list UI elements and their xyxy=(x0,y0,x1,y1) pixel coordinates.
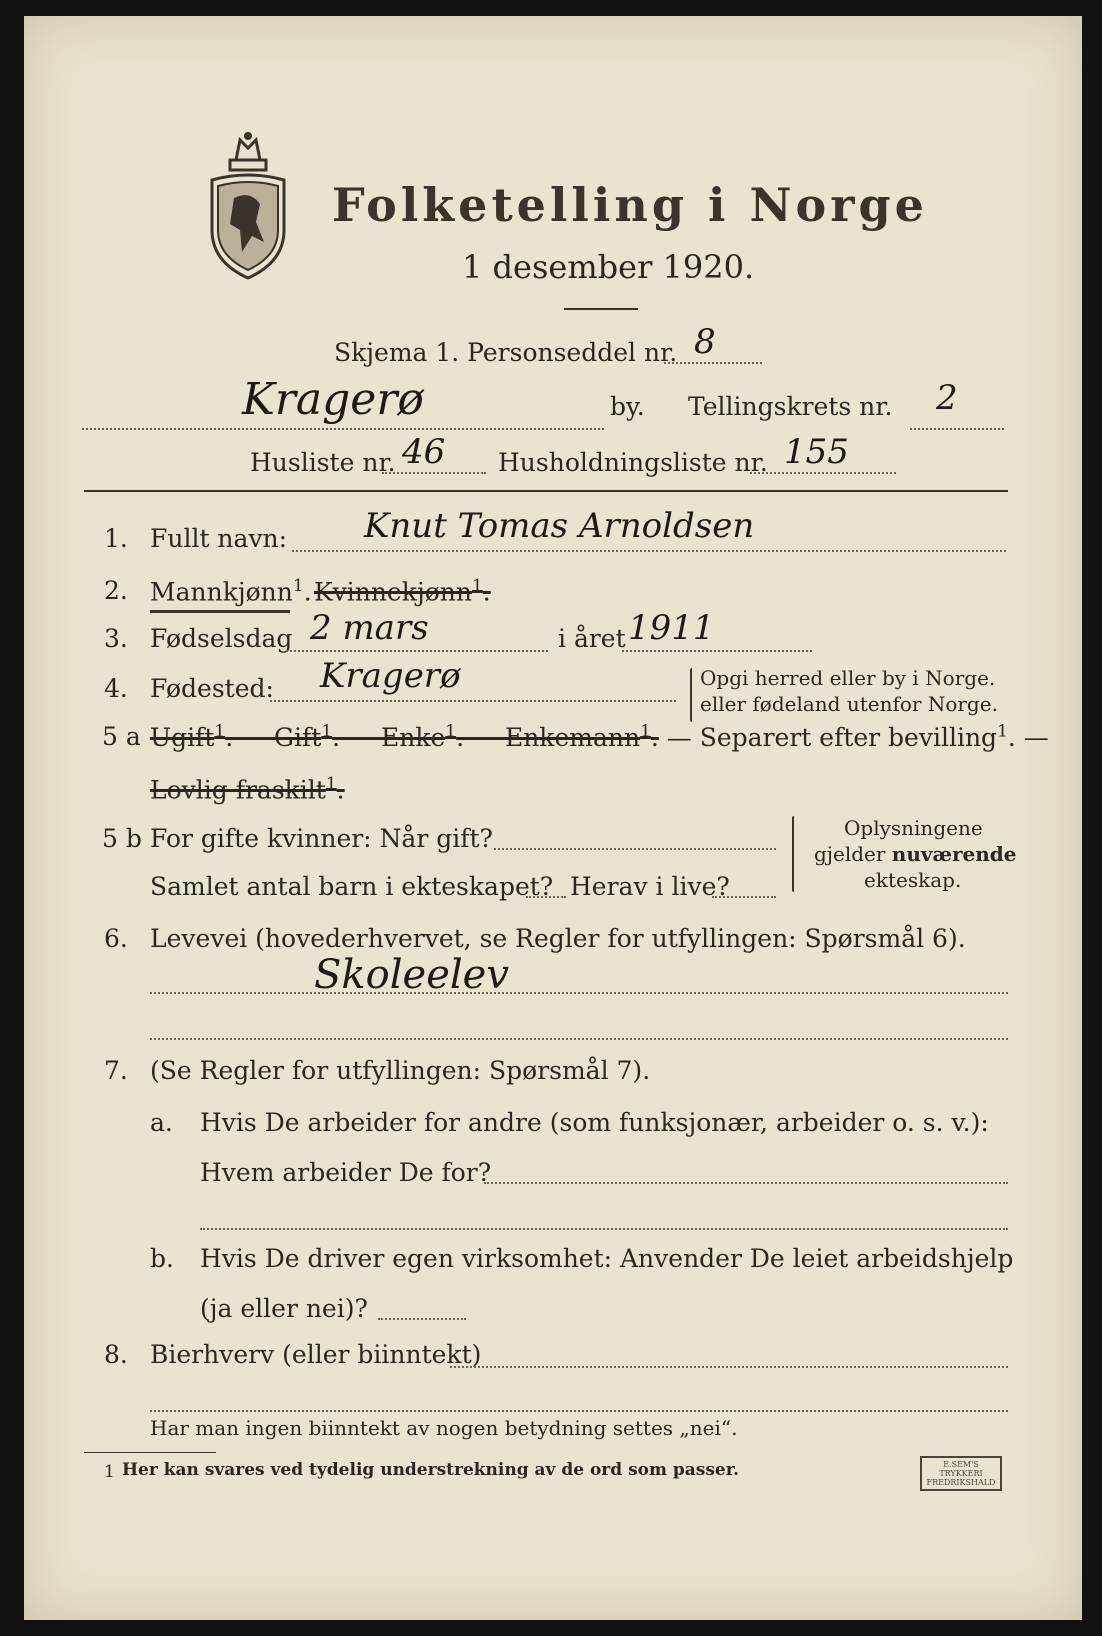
marital-ugift-label: Ugift xyxy=(150,723,215,753)
birthday-value[interactable]: 2 mars xyxy=(310,608,429,648)
marriage-note-gjelder: gjelder xyxy=(814,842,886,866)
gender-male-underline xyxy=(150,610,290,613)
gender-male-label: Mannkjønn xyxy=(150,577,293,607)
children-count-field-line xyxy=(526,896,566,898)
marital-option-gift[interactable]: Gift$^1$. — xyxy=(274,722,381,753)
household-list-label: Husholdningsliste nr. xyxy=(498,448,768,477)
q5a-number: 5 a xyxy=(102,722,141,751)
q2-number: 2. xyxy=(104,576,128,605)
birthday-field-line xyxy=(286,650,548,652)
footnote-number: 1 xyxy=(104,1462,115,1482)
marriage-note-current: nuværende xyxy=(891,842,1017,866)
house-list-label: Husliste nr. xyxy=(250,448,396,477)
gender-female-option[interactable]: Kvinnekjønn$^1$. xyxy=(314,576,491,607)
married-when-field-line xyxy=(494,848,776,850)
q5b-children-label: Samlet antal barn i ekteskapet? xyxy=(150,872,554,901)
city-suffix: by. xyxy=(610,392,645,421)
side-income-field-line1 xyxy=(450,1366,1008,1368)
header-divider xyxy=(84,490,1008,492)
marital-gift-label: Gift xyxy=(274,723,322,753)
q1-field-line xyxy=(292,550,1006,552)
footnote-marker: 1 xyxy=(640,722,651,742)
birthplace-note-line1: Opgi herred eller by i Norge. xyxy=(700,666,996,690)
q7-label: (Se Regler for utfyllingen: Spørsmål 7). xyxy=(150,1056,651,1085)
schema-label: Skjema 1. Personseddel nr. xyxy=(334,338,678,367)
birthplace-field-line xyxy=(270,700,676,702)
house-list-value[interactable]: 46 xyxy=(402,432,446,472)
marital-separert-label: Separert efter bevilling xyxy=(699,723,998,753)
q4-number: 4. xyxy=(104,674,128,703)
q1-number: 1. xyxy=(104,524,128,553)
birth-year-value[interactable]: 1911 xyxy=(628,608,715,648)
birthplace-note-brace xyxy=(690,668,692,722)
q5b-alive-label: Herav i live? xyxy=(570,872,730,901)
employer-field-line2 xyxy=(200,1228,1008,1230)
city-field-line xyxy=(82,428,604,430)
q7a-number: a. xyxy=(150,1108,173,1137)
title-divider xyxy=(564,308,638,310)
footnote-marker: 1 xyxy=(292,576,304,596)
printer-stamp xyxy=(920,1456,1002,1491)
house-field-line xyxy=(382,472,486,474)
q4-label: Fødested: xyxy=(150,674,274,703)
q3-label: Fødselsdag xyxy=(150,624,293,653)
hired-help-field-line xyxy=(378,1318,466,1320)
footnote-text: Her kan svares ved tydelig understrekning av de ord som passer. xyxy=(122,1460,740,1480)
q7b-number: b. xyxy=(150,1244,174,1273)
q7a-question: Hvem arbeider De for? xyxy=(200,1158,492,1187)
marital-option-enkemann[interactable]: Enkemann$^1$. xyxy=(504,722,659,753)
q3-number: 3. xyxy=(104,624,128,653)
marital-option-enke[interactable]: Enke$^1$. — xyxy=(380,722,505,753)
footnote-marker: 1 xyxy=(471,576,483,596)
marriage-note-brace xyxy=(792,816,794,892)
coat-of-arms-icon xyxy=(206,130,290,282)
q6-number: 6. xyxy=(104,924,128,953)
marital-fraskilt-label: Lovlig fraskilt xyxy=(150,775,326,805)
gender-male-option[interactable]: Mannkjønn$^1$. xyxy=(150,576,312,607)
q7b-text: Hvis De driver egen virksomhet: Anvender De leiet arbeidshjelp xyxy=(200,1244,1014,1273)
schema-number-value[interactable]: 8 xyxy=(694,322,716,362)
footnote-marker: 1 xyxy=(325,774,337,794)
occupation-value[interactable]: Skoleelev xyxy=(314,952,509,998)
q5b-married-label: For gifte kvinner: Når gift? xyxy=(150,824,493,853)
birthplace-note-line2: eller fødeland utenfor Norge. xyxy=(700,692,998,716)
city-value[interactable]: Kragerø xyxy=(242,374,424,425)
marital-option-ugift[interactable]: Ugift$^1$. — xyxy=(150,722,275,753)
footnote-marker: 1 xyxy=(321,722,333,742)
q8-label: Bierhverv (eller biinntekt) xyxy=(150,1340,482,1369)
household-list-value[interactable]: 155 xyxy=(784,432,849,472)
marital-enke-label: Enke xyxy=(380,723,446,753)
marital-enkemann-label: Enkemann xyxy=(504,723,641,753)
children-alive-field-line xyxy=(712,896,776,898)
gender-female-label: Kvinnekjønn xyxy=(314,577,472,607)
marriage-note-line3: ekteskap. xyxy=(864,868,962,892)
printer-stamp-line2: FREDRIKSHALD xyxy=(926,1478,996,1487)
district-value[interactable]: 2 xyxy=(936,378,958,418)
q5b-number: 5 b xyxy=(102,824,142,853)
footnote-marker: 1 xyxy=(214,722,226,742)
birthplace-value[interactable]: Kragerø xyxy=(320,656,461,696)
district-label: Tellingskrets nr. xyxy=(688,392,893,421)
marital-option-separert[interactable]: Separert efter bevilling$^1$. — xyxy=(699,722,1049,753)
year-field-line xyxy=(622,650,812,652)
census-form-sheet xyxy=(24,16,1082,1620)
q7a-text: Hvis De arbeider for andre (som funksjonær, arbeider o. s. v.): xyxy=(200,1108,989,1137)
year-label: i året xyxy=(558,624,626,653)
footnote-divider xyxy=(84,1452,216,1453)
marital-status-options: Ugift$^1$. — Gift$^1$. — Enke$^1$. — Enkemann$^1$. — Separert efter bevilling$^1$. — xyxy=(150,722,1049,753)
side-income-note: Har man ingen biinntekt av nogen betydning settes „nei“. xyxy=(150,1416,738,1440)
q8-number: 8. xyxy=(104,1340,128,1369)
marriage-note-line1: Oplysningene xyxy=(844,816,983,840)
form-title: Folketelling i Norge xyxy=(332,178,928,232)
schema-field-line xyxy=(664,362,762,364)
q7-number: 7. xyxy=(104,1056,128,1085)
marital-option-fraskilt[interactable]: Lovlig fraskilt$^1$. xyxy=(150,774,345,805)
footnote-marker: 1 xyxy=(445,722,457,742)
household-field-line xyxy=(750,472,896,474)
footnote-marker: 1 xyxy=(997,722,1008,742)
marriage-note-line2 xyxy=(814,842,1017,866)
occupation-field-line1 xyxy=(150,992,1008,994)
occupation-field-line2 xyxy=(150,1038,1008,1040)
q7b-question: (ja eller nei)? xyxy=(200,1294,368,1323)
q6-label: Levevei (hovederhvervet, se Regler for utfyllingen: Spørsmål 6). xyxy=(150,924,966,953)
employer-field-line1 xyxy=(484,1182,1008,1184)
printer-stamp-line1: E.SEM'S TRYKKERI xyxy=(939,1460,983,1478)
q1-label: Fullt navn: xyxy=(150,524,288,553)
side-income-field-line2 xyxy=(150,1410,1008,1412)
census-date: 1 desember 1920. xyxy=(462,248,755,286)
district-field-line xyxy=(910,428,1004,430)
full-name-value[interactable]: Knut Tomas Arnoldsen xyxy=(364,506,755,546)
